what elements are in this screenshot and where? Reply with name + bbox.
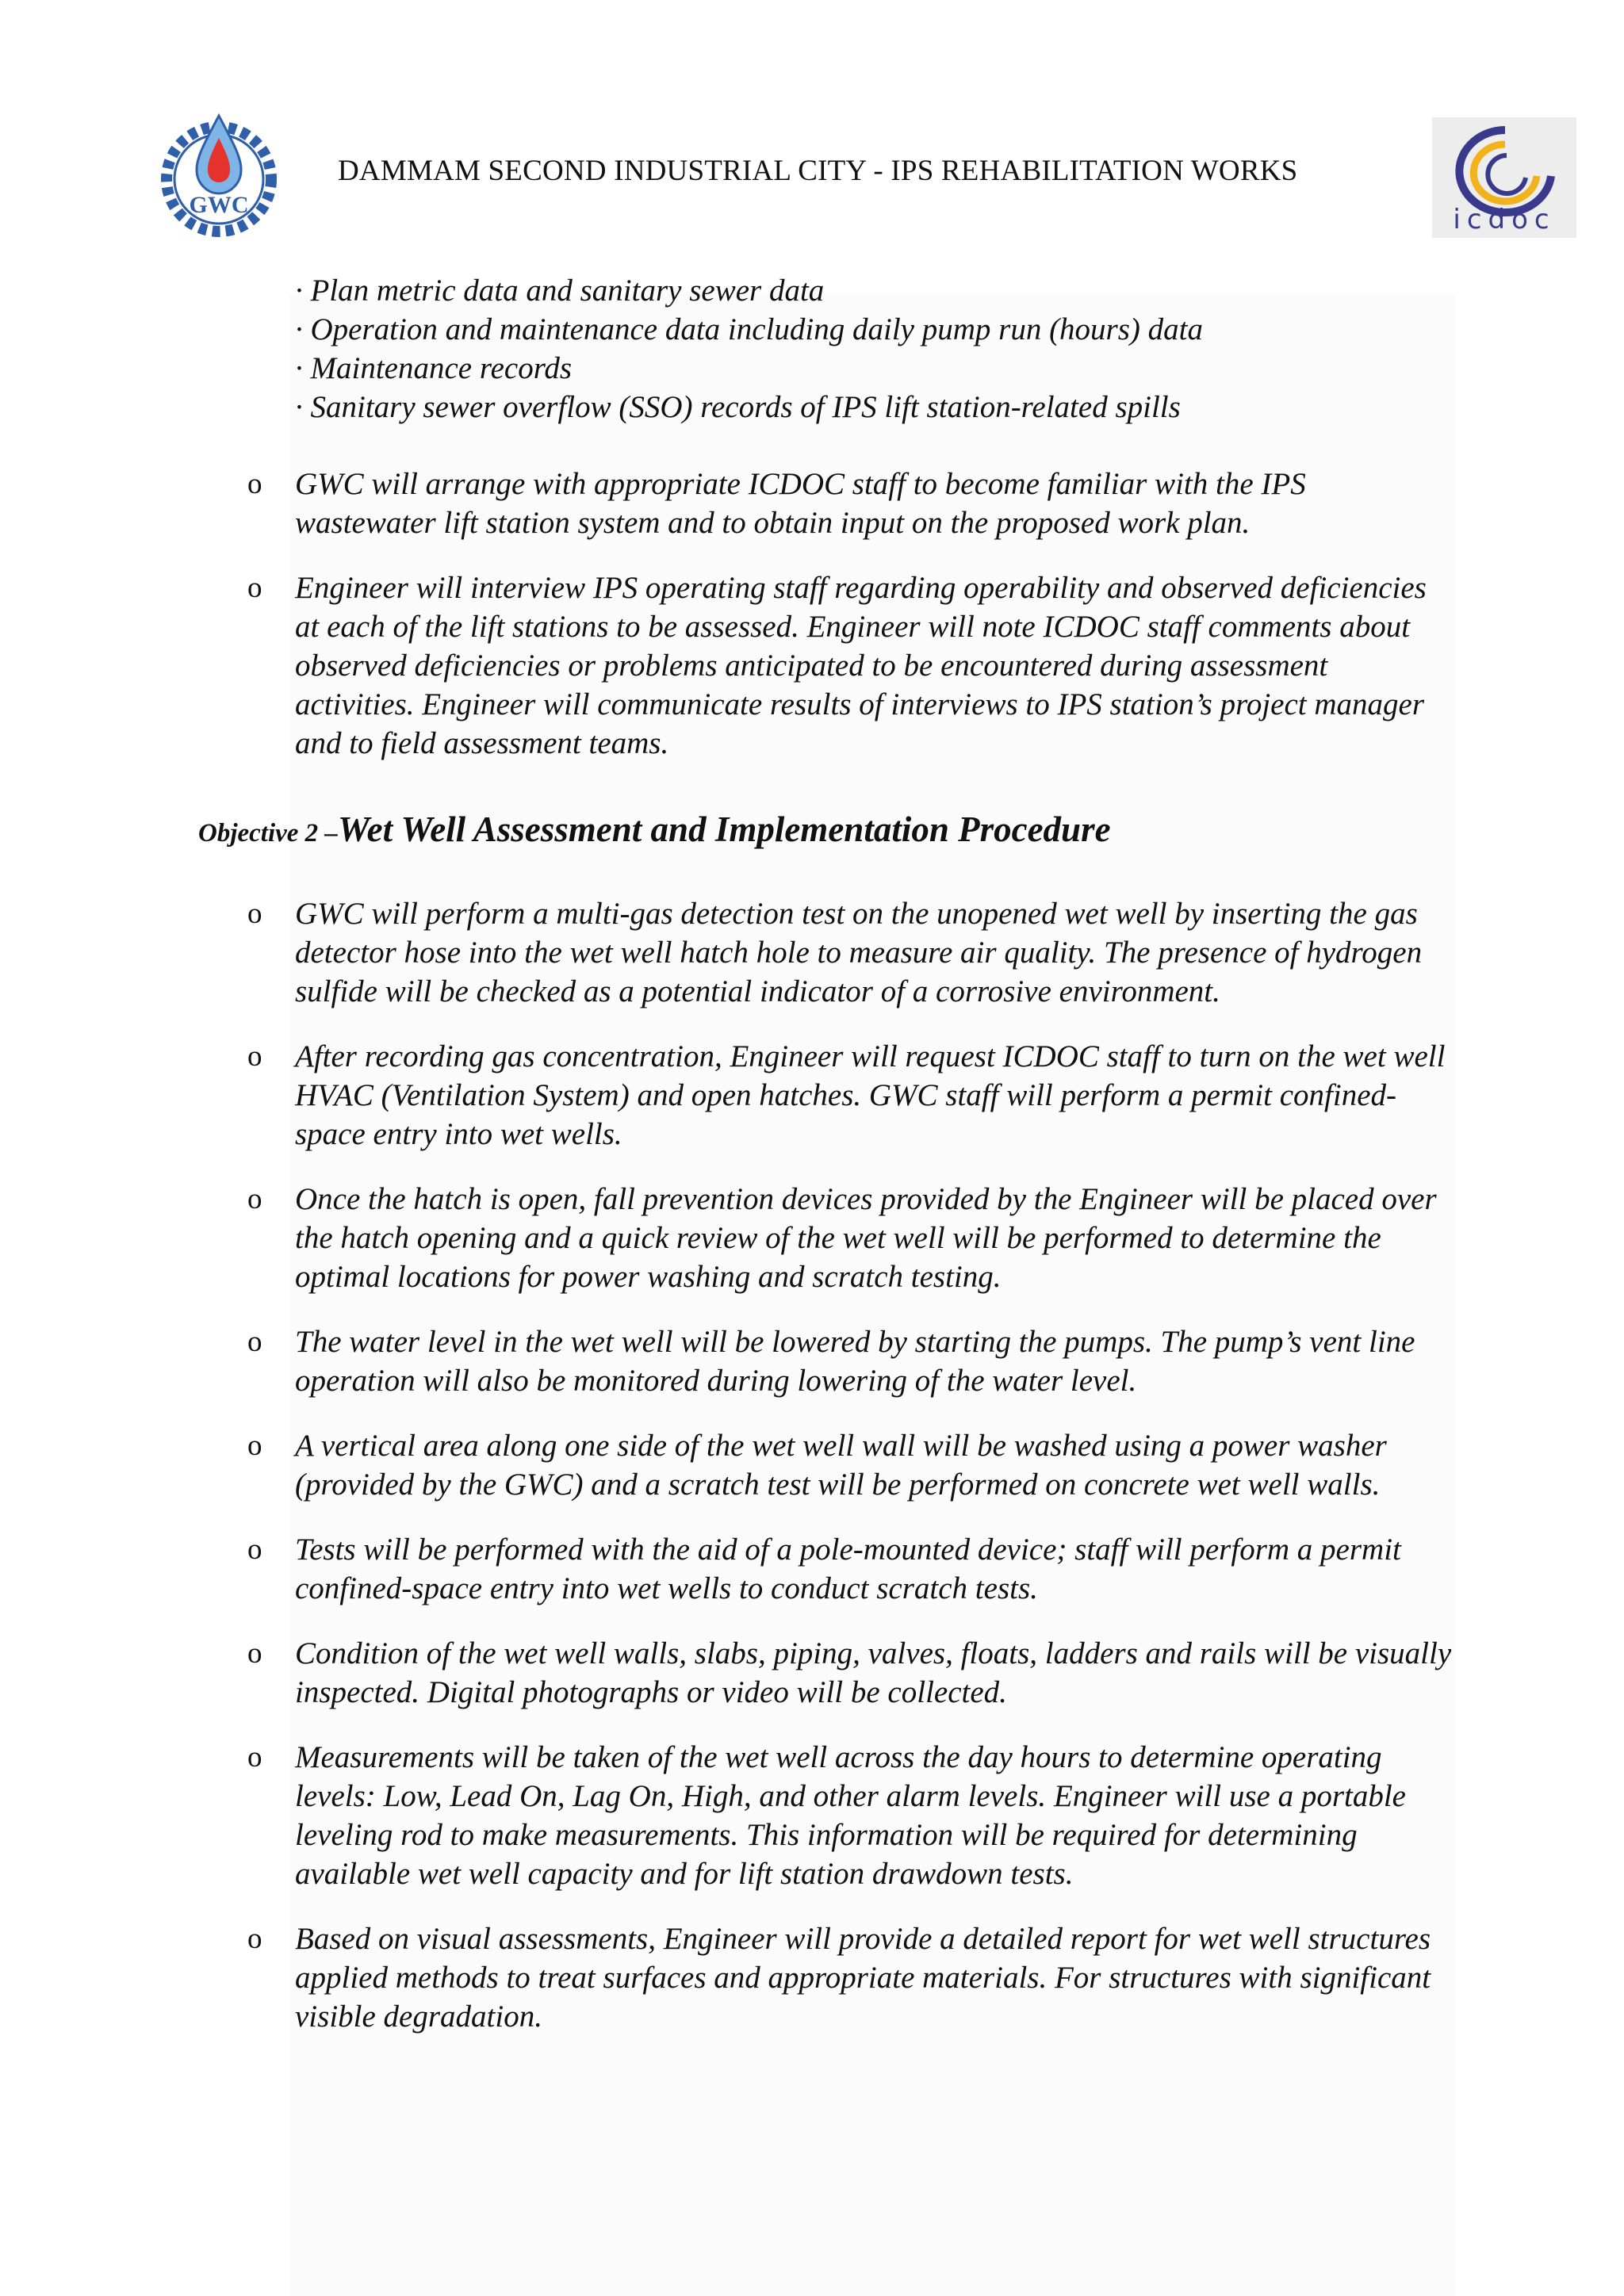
bullet-marker: o (247, 1183, 262, 1215)
bullet-marker: o (247, 897, 262, 930)
list-item: · Maintenance records (295, 351, 573, 385)
list-item (0, 894, 1624, 1011)
bullet-marker: o (247, 1637, 262, 1670)
bullet-marker: o (247, 1429, 262, 1462)
list-item (0, 1322, 1624, 1400)
bullet-marker: o (247, 1326, 262, 1358)
page-header (0, 0, 1624, 254)
bullet-text: Tests will be performed with the aid of a pole-mounted device; staff will perform a permit confined-space entry into wet wells to conduct scratch tests. (295, 1533, 1401, 1605)
bullet-text: GWC will perform a multi-gas detection test on the unopened wet well by inserting the gas detector hose into the wet well hatch hole to measure air quality. The presence of hydrogen sulfide will be checked as a potential indicator of a corrosive environment. (295, 897, 1423, 1008)
document-header-title: DAMMAM SECOND INDUSTRIAL CITY - IPS REHABILITATION WORKS (338, 155, 1298, 187)
bullet-text: GWC will arrange with appropriate ICDOC staff to become familiar with the IPS wastewater lift station system and to obtain input on the proposed work plan. (295, 467, 1306, 540)
bullet-marker: o (247, 572, 262, 604)
list-item: · Operation and maintenance data including daily pump run (hours) data (295, 312, 1203, 346)
list-item: · Sanitary sewer overflow (SSO) records of IPS lift station-related spills (295, 390, 1181, 424)
list-item (0, 465, 1624, 542)
bullet-text: Engineer will interview IPS operating staff regarding operability and observed deficiencies at each of the lift stations to be assessed. Engineer will note ICDOC staff comments about observed deficiencies or problems anticipated to be encountered during assessment activities. Engineer will communicate results of interviews to IPS station’s project manager and to field assessment teams. (295, 571, 1427, 760)
intro-bullet-list (0, 465, 1624, 763)
data-sources-list (295, 271, 1453, 427)
objective-number: Objective 2 – (198, 819, 338, 848)
bullet-text: Condition of the wet well walls, slabs, piping, valves, floats, ladders and rails will be visually inspected. Digital photographs or video will be collected. (295, 1636, 1452, 1709)
list-item (0, 1180, 1624, 1296)
list-item (0, 1037, 1624, 1154)
bullet-marker: o (247, 468, 262, 500)
list-item (0, 1919, 1624, 2036)
bullet-text: Once the hatch is open, fall prevention devices provided by the Engineer will be placed over the hatch opening and a quick review of the wet well will be performed to determine the optimal locations for power washing and scratch testing. (295, 1182, 1437, 1294)
list-item: · Plan metric data and sanitary sewer data (295, 274, 825, 308)
list-item (0, 1634, 1624, 1712)
bullet-text: After recording gas concentration, Engineer will request ICDOC staff to turn on the wet well HVAC (Ventilation System) and open hatches. GWC staff will perform a permit confined-space entry into wet wells. (295, 1039, 1446, 1151)
bullet-marker: o (247, 1923, 262, 1955)
bullet-marker: o (247, 1040, 262, 1073)
gwc-logo (155, 111, 282, 238)
gwc-logo-text: GWC (189, 192, 249, 218)
bullet-text: A vertical area along one side of the wet well wall will be washed using a power washer (provided by the GWC) and a scratch test will be performed on concrete wet well walls. (295, 1429, 1387, 1502)
icdoc-logo-text: icdoc (1453, 204, 1556, 235)
list-item (0, 1530, 1624, 1608)
bullet-marker: o (247, 1741, 262, 1774)
list-item (0, 568, 1624, 763)
bullet-marker: o (247, 1533, 262, 1566)
list-item (0, 1738, 1624, 1893)
bullet-text: The water level in the wet well will be lowered by starting the pumps. The pump’s vent line operation will also be monitored during lowering of the water level. (295, 1325, 1415, 1398)
section-heading (198, 809, 1111, 850)
bullet-text: Measurements will be taken of the wet well across the day hours to determine operating levels: Low, Lead On, Lag On, High, and other alarm levels. Engineer will use a portable leveling rod to make measurements. This information will be required for determining available wet well capacity and for lift station drawdown tests. (295, 1740, 1406, 1891)
list-item (0, 1426, 1624, 1504)
bullet-text: Based on visual assessments, Engineer will provide a detailed report for wet well structures applied methods to treat surfaces and appropriate materials. For structures with significant visible degradation. (295, 1922, 1431, 2034)
objective-bullet-list (0, 894, 1624, 2036)
objective-title: Wet Well Assessment and Implementation Procedure (337, 809, 1111, 849)
icdoc-logo (1432, 117, 1576, 238)
